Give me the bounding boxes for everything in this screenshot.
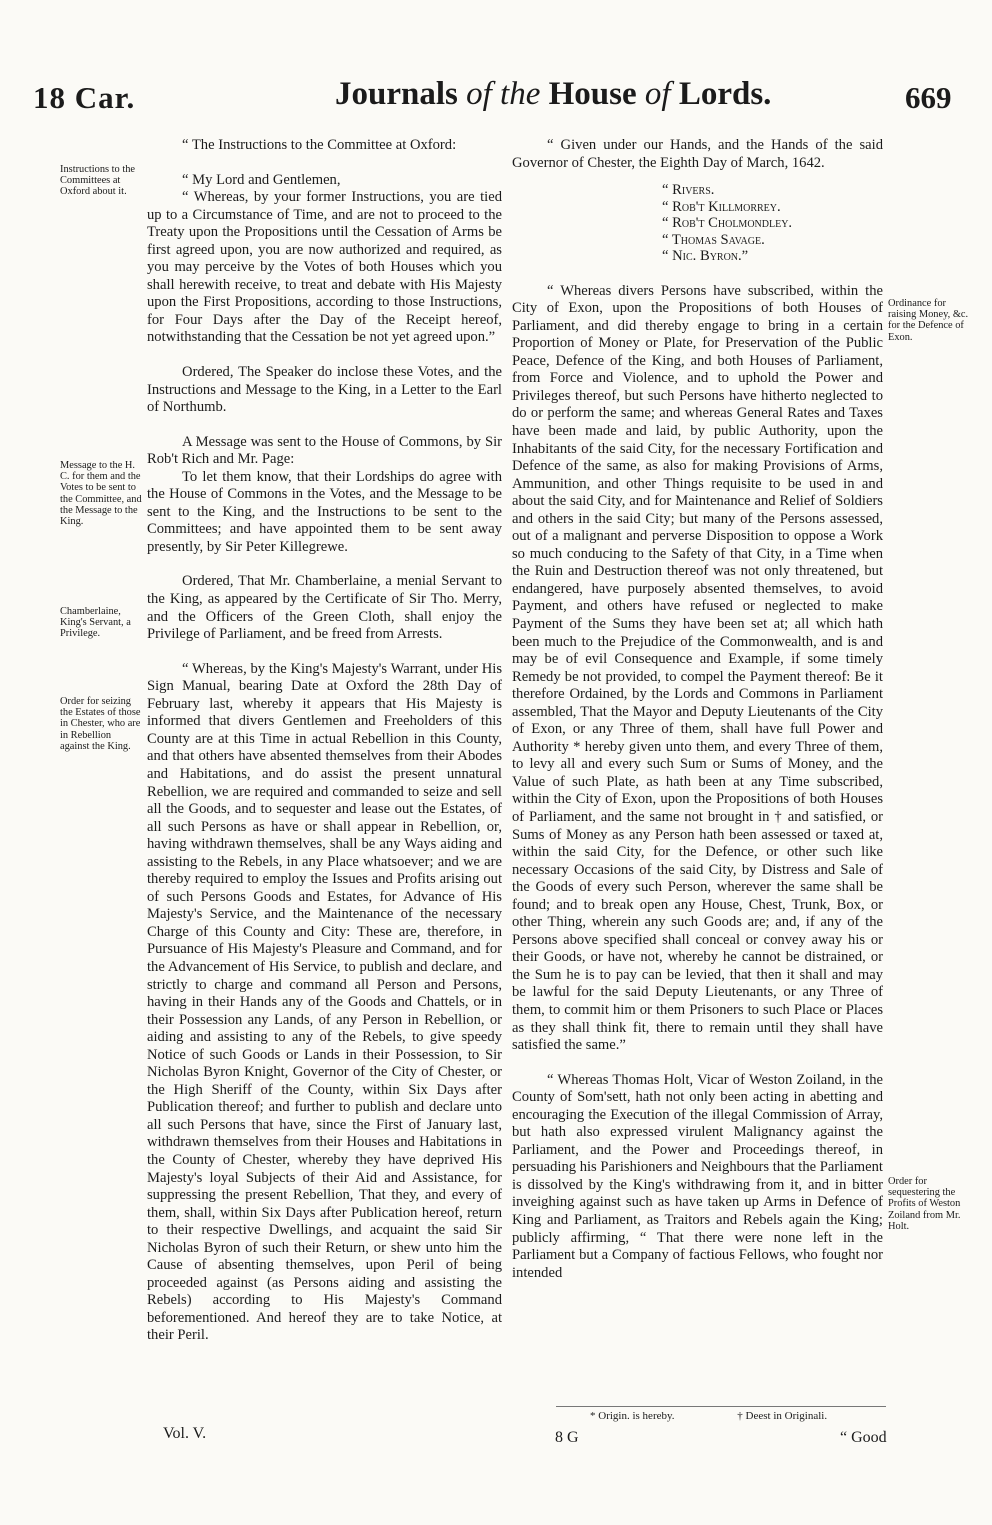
running-head-left: 18 Car. xyxy=(33,80,136,115)
signature-killmorrey: “ Rob't Killmorrey. xyxy=(662,198,781,215)
title-word-journals: Journals xyxy=(335,76,458,112)
title-word-house: House xyxy=(548,76,637,112)
sidenote-sequestering: Order for sequestering the Profits of Weston Zoiland from Mr. Holt. xyxy=(888,1176,961,1232)
title-word-of-2: of xyxy=(644,76,671,112)
order-holt: “ Whereas Thomas Holt, Vicar of Weston Zoiland, in the County of Som'sett, hath not only been acting in abetting and encouraging the Execution of the illegal Commission of Array, but hath also expressed virulent Malignancy against the Parliament, and the Power and Proceedings thereof, in persuading his Parishioners and Neighbours that the Parliament is dissolved by the King's withdrawing from it, and in bitter inveighing against such as have taken up Arms in Defence of King and Parliament, as Traitors and Rebels again the King; publicly affirming, “ That there were none left in the Parliament but a Company of factious Fellows, who fought nor intended xyxy=(512,1071,883,1281)
signature-rivers: “ Rivers. xyxy=(662,182,715,199)
sidenote-message: Message to the H. C. for them and the Votes to be sent to the Committee, and the Message to the King. xyxy=(60,460,142,528)
ordinance-exon: “ Whereas divers Persons have subscribed, within the City of Exon, upon the Propositions of both Houses of Parliament, and did thereby engage to bring in a certain Proportion of Money or Plate, for Preservation of the Public Peace, Defence of the King, and both Houses of Parliament, from Force and Violence, and to uphold the Power and Privileges thereof, but such Persons have hitherto neglected to do or perform the same; and whereas General Rates and Taxes have been made and laid, by public Authority, upon the Inhabitants of the said City, for the necessary Fortification and Defence of the same, as also for making Provisions of Arms, Ammunition, and other Things requisite to be used in and about the said City, and for Maintenance and Relief of Soldiers and others in the said City; but many of the Persons assessed, out of a malignant and perverse Disposition to oppose a Work so much conducing to the Safety of that City, in a Time when the Ruin and Destruction thereof was not only threatened, but endangered, have purposely absented themselves, to avoid Payment, and others have refused or neglected to make Payment of the Sums they have been set at; all which hath been much to the Prejudice of the Commonwealth, and is and may be of evil Consequence and Example, if some timely Remedy be not provided, to compel the Payment thereof: Be it therefore Ordained, by the Lords and Commons in Parliament assembled, That the Mayor and Deputy Lieutenants of the City of Exon, or any Three of them, shall have full Power and Authority * hereby given unto them, and every Three of them, to levy all and every such Sum or Sums of Money, and the Value of such Plate, as hath been at any Time subscribed, within the City of Exon, upon the Propositions of both Houses of Parliament, and the same not brought in † and satisfied, or Sums of Money as any Person hath been assessed or taxed at, within the said City, for the Defence, or other such like necessary Occasions of the said City, by Distress and Sale of the Goods of every such Person, wherever the same shall be found; and to break open any House, Chest, Trunk, Box, or other Thing, wherein any such Goods are; and, if any of the Persons above specified shall conceal or convey away his or their Goods, or have not, whereby he cannot be distrained, or the Sum he is to pay can be levied, that then it shall and may be lawful for the said Deputy Lieutenants, or any Three of them, to commit him or them Prisoners to such Place or Places as they shall think fit, there to remain until they shall have satisfied the same.” xyxy=(512,282,883,1054)
message-text: To let them know, that their Lordships do agree with the House of Commons in the Votes, and the Message to be sent to the King, and the Instructions to be sent to the Committees; and have appointed them to be sent away presently, by Sir Peter Killegrewe. xyxy=(147,468,502,555)
left-column xyxy=(147,137,502,1362)
title-word-the: the xyxy=(500,76,541,112)
title-word-lords: Lords. xyxy=(678,76,772,112)
order-enclose-votes: Ordered, The Speaker do inclose these Votes, and the Instructions and Message to the King, in a Letter to the Earl of Northumb. xyxy=(147,364,502,416)
footnote-1: * Origin. is hereby. xyxy=(590,1410,675,1422)
message-to-commons: A Message was sent to the House of Commons, by Sir Rob't Rich and Mr. Page: xyxy=(147,433,502,468)
warrant-chester: “ Whereas, by the King's Majesty's Warrant, under His Sign Manual, bearing Date at Oxford the 28th Day of February last, whereby it appears that His Majesty is informed that divers Gentlemen and Freeholders of this County are at this Time in actual Rebellion in this County, and that others have absented themselves from their Abodes and Habitations, and do assist the present unnatural Rebellion, we are required and commanded to seize and sell all the Goods, and to sequester and lease out the Estates, of all such Persons as have or shall appear in Rebellion, or, having withdrawn themselves, shall be any Ways aiding and assisting to the Rebels, in any Place whatsoever; and we are thereby required to employ the Issues and Profits arising out of such Persons Goods and Estates, for Advance of His Majesty's Service, and the Maintenance of the necessary Charge of this County and City: These are, therefore, in Pursuance of His Majesty's Pleasure and Command, and for the Advancement of His Service, to publish and declare, and strictly to charge and command all Person and Persons, having in their Hands any of the Goods and Chattels, or in their Possession any Lands, of any Person in Rebellion, or aiding and assisting to any of the Rebels, to give speedy Notice of such Goods or Lands in their Possession, to Sir Nicholas Byron Knight, Governor of the City of Chester, or the High Sheriff of the County, within Six Days after Publication thereof; and further to publish and declare unto all such Persons that have, since the First of January last, withdrawn themselves from their Houses and Habitations in the County of Chester, whereby they have deprived His Majesty's loyal Subjects of their Aid and Assistance, for suppressing the present Rebellion, That they, and every of them, shall, within Six Days after Publication hereof, return to their respective Dwellings, and acquaint the said Sir Nicholas Byron of such their Return, or shew unto him the Cause of absenting themselves, upon Peril of being proceeded against (as Persons aiding and assisting the Rebels) according to His Majesty's Command beforementioned. And hereof they are to take Notice, at their Peril. xyxy=(147,660,502,1344)
footnote-2: † Deest in Originali. xyxy=(737,1410,828,1422)
given-under-hands: “ Given under our Hands, and the Hands of the said Governor of Chester, the Eighth Day of March, 1642. xyxy=(512,137,883,171)
order-chamberlaine: Ordered, That Mr. Chamberlaine, a menial Servant to the King, as appeared by the Certificate of Sir Tho. Merry, and the Officers of the Green Cloth, shall enjoy the Privilege of Parliament, and be freed from Arrests. xyxy=(147,573,502,643)
sidenote-instructions: Instructions to the Committees at Oxford about it. xyxy=(60,164,136,198)
volume-mark: Vol. V. xyxy=(163,1425,207,1442)
running-title xyxy=(335,76,771,113)
page-number: 669 xyxy=(905,80,952,115)
salutation: “ My Lord and Gentlemen, xyxy=(182,171,341,188)
instructions-heading: “ The Instructions to the Committee at Oxford: xyxy=(182,137,457,153)
signatures xyxy=(512,182,883,265)
signature-byron: “ Nic. Byron.” xyxy=(662,248,749,265)
signature-cholmondley: “ Rob't Cholmondley. xyxy=(662,215,793,232)
signature-mark: 8 G xyxy=(555,1429,579,1446)
right-column xyxy=(512,137,883,1299)
title-word-of: of xyxy=(466,76,492,112)
sidenote-order-seizing: Order for seizing the Estates of those in Chester, who are in Rebellion against the King. xyxy=(60,696,141,752)
sidenote-chamberlaine: Chamberlaine, King's Servant, a Privilege. xyxy=(60,606,131,640)
instructions-text: “ Whereas, by your former Instructions, you are tied up to a Circumstance of Time, and are not to proceed to the Treaty upon the Propositions until the Cessation of Arms be first agreed upon, you are now authorized and required, as you may perceive by the Votes of both Houses which you shall herewith receive, to treat and debate with His Majesty upon the First Propositions, according to those Instructions, for Four Days after the Day of the Receipt hereof, notwithstanding that the Cessation be not yet agreed upon.” xyxy=(147,189,502,346)
footnotes xyxy=(590,1410,887,1422)
footnote-rule xyxy=(556,1406,886,1407)
signature-savage: “ Thomas Savage. xyxy=(662,231,765,248)
sidenote-ordinance: Ordinance for raising Money, &c. for the Defence of Exon. xyxy=(888,298,969,343)
catchword: “ Good xyxy=(840,1429,887,1446)
